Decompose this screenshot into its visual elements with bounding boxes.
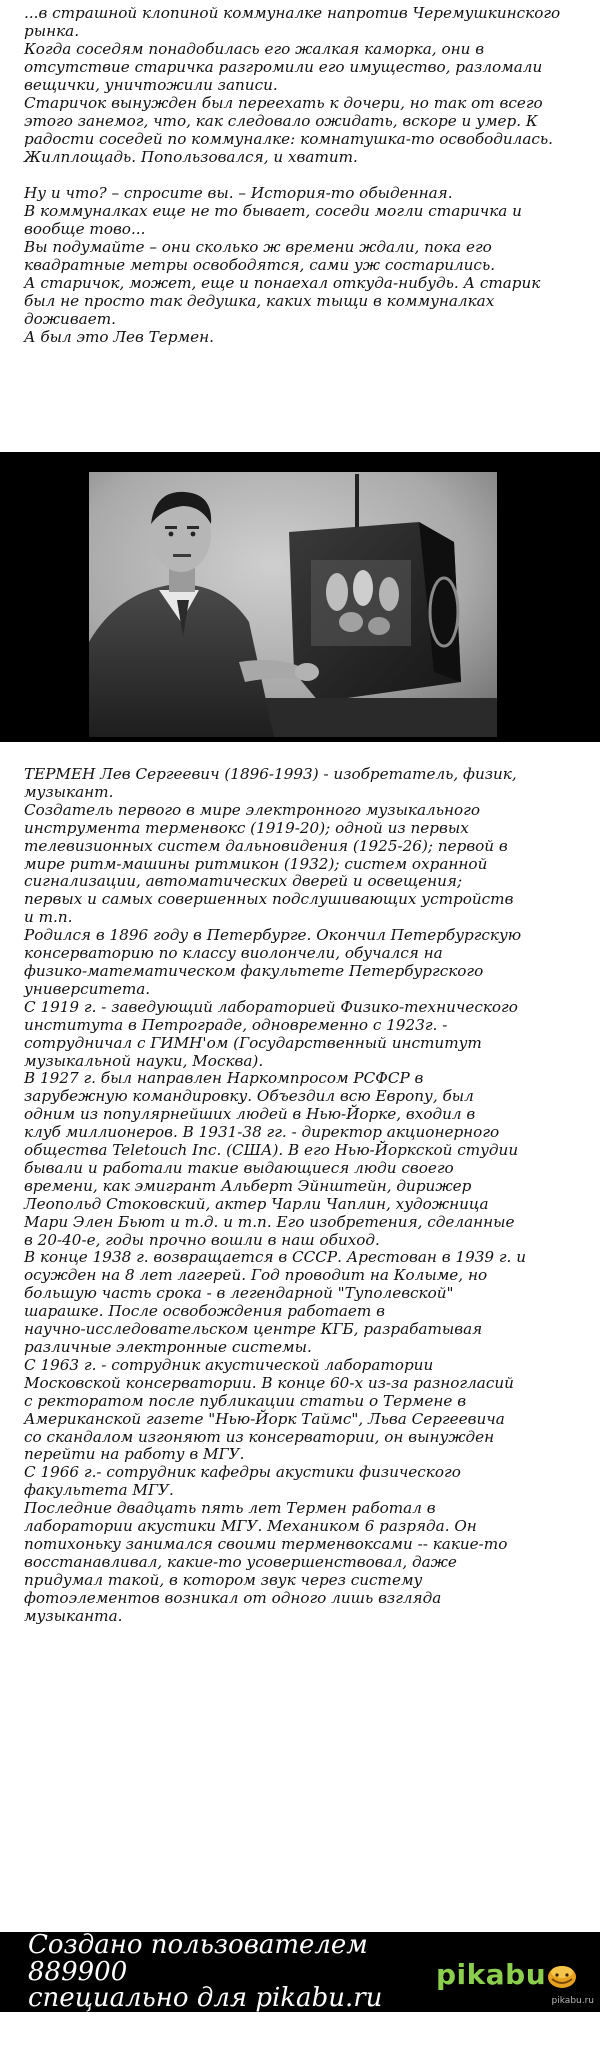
pikabu-logo-text: pikabu [436,1958,547,1991]
biography-text: ТЕРМЕН Лев Сергеевич (1896-1993) - изобретатель, физик, музыкант. Создатель первого в мире электронного музыкального инструмента терменвокс (1919-20); одной из первых телевизионных систем дальновидения (1925-26); первой в мире ритм-машины ритмикон (1932); систем охранной сигнализации, автоматических дверей и освещения; первых и самых совершенных подслушивающих устройств и т.п. Родился в 1896 году в Петербурге. Окончил Петербургскую консерваторию по классу виолончели, обучался на физико-математическом факультете Петербургского университета. С 1919 г. - заведующий лабораторией Физико-технического института в Петрограде, одновременно с 1923г. - сотрудничал с ГИМН'ом (Государственный институт музыкальной науки, Москва). В 1927 г. был направлен Наркомпросом РСФСР в зарубежную командировку. Объездил всю Европу, был одним из популярнейших людей в Нью-Йорке, входил в клуб миллионеров. В 1931-38 гг. - директор акционерного общества Teletouch Inc. (США). В его Нью-Йоркской студии бывали и работали такие выдающиеся люди своего времени, как эмигрант Альберт Эйнштейн, дирижер Леопольд Стоковский, актер Чарли Чаплин, художница Мари Элен Бьют и т.д. и т.п. Его изобретения, сделанные в 20-40-е, годы прочно вошли в наш обиход. В конце 1938 г. возвращается в СССР. Арестован в 1939 г. и осужден на 8 лет лагерей. Год проводит на Колыме, но большую часть срока - в легендарной "Туполевской" шарашке. После освобождения работает в научно-исследовательском центре КГБ, разрабатывая различные электронные системы. С 1963 г. - сотрудник акустической лаборатории Московской консерватории. В конце 60-х из-за разногласий с ректоратом после публикации статьи о Термене в Американской газете "Нью-Йорк Таймс", Льва Сергеевича со скандалом изгоняют из консерватории, он вынужден перейти на работу в МГУ. С 1966 г.- сотрудник кафедры акустики физического факультета МГУ. Последние двадцать пять лет Термен работал в лаборатории акустики МГУ. Механиком 6 разряда. Он потихоньку занимался своими терменвоксами -- какие-то восстанавливал, какие-то усовершенствовал, даже придумал такой, в котором звук через систему фотоэлементов возникал от одного лишь взгляда музыканта. [24,765,526,1625]
intro-text: ...в страшной клопиной коммуналке напротив Черемушкинского рынка. Когда соседям понадобилась его жалкая каморка, они в отсутствие старичка разгромили его имущество, разломали вещички, уничтожили записи. Старичок вынужден был переехать к дочери, но так от всего этого занемог, что, как следовало ожидать, вскоре и умер. К радости соседей по коммуналке: комнатушка-то освободилась. Жилплощадь. Попользовался, и хватит. Ну и что? – спросите вы. – История-то обыденная. В коммуналках еще не то бывает, соседи могли старичка и вообще тово... Вы подумайте – они сколько ж времени ждали, пока его квадратные метры освободятся, сами уж состарились. А старичок, может, еще и понаехал откуда-нибудь. А старик был не просто так дедушка, каких тыщи в коммуналках доживает. А был это Лев Термен. [24,4,561,346]
pikabu-logo[interactable] [436,1959,588,1999]
footer-band [0,1930,600,2066]
theremin-photo [89,472,497,737]
man-with-theremin-photo [89,472,497,737]
pikabu-watermark: pikabu.ru [551,1996,594,2006]
pikabu-mascot-icon [546,1961,578,1989]
footer-credits: Создано пользователем 889900 специально для pikabu.ru с помощью сайта dlinnopost.ru [28,1930,383,2066]
photo-band [0,452,600,742]
